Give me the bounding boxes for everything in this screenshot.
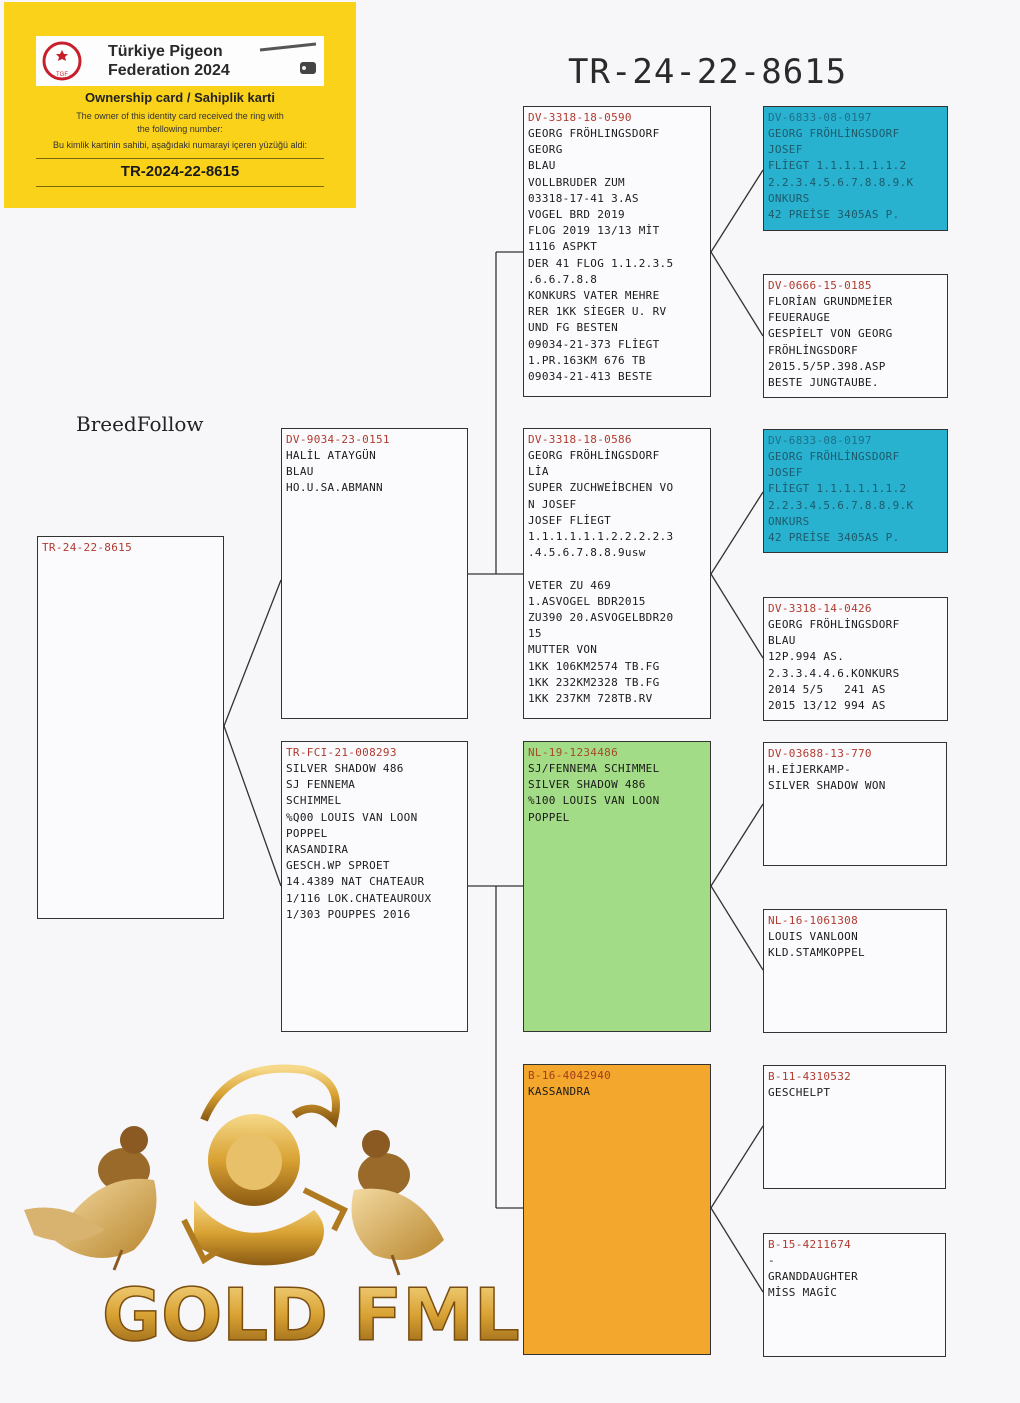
text-line: GEORG FRÖHLİNGSDORF <box>768 618 900 631</box>
text-line: 42 PREİSE 3405AS P. <box>768 208 900 222</box>
text-line: 09034-21-373 FLİEGT <box>528 337 660 351</box>
text-line: SILVER SHADOW 486 <box>528 778 646 792</box>
text-line: VOGEL BRD 2019 <box>528 208 625 222</box>
text-line: SILVER SHADOW 486 <box>286 762 404 775</box>
text-line: 2015 13/12 994 AS <box>768 699 886 713</box>
ring-number: TR-FCI-21-008293 <box>286 746 397 759</box>
text-line: POPPEL <box>286 826 328 840</box>
text-line: 03318-17-41 3.AS <box>528 191 639 205</box>
pedigree-dam-dam[interactable] <box>523 1064 711 1355</box>
card-text-en-2: the following number: <box>137 124 223 134</box>
text-line: 1KK 232KM2328 TB.FG <box>528 675 660 689</box>
text-line: FEUERAUGE <box>768 311 831 325</box>
text-line: - <box>768 1254 775 1267</box>
card-title: Ownership card / Sahiplik karti <box>84 90 275 105</box>
text-line: ZU390 20.ASVOGELBDR20 <box>528 611 674 625</box>
text-line: JOSEF <box>768 143 803 157</box>
text-line: LOUIS VANLOON <box>768 930 858 943</box>
pedigree-dam-dam-sire[interactable] <box>763 1065 946 1189</box>
ring-number: DV-0666-15-0185 <box>768 279 872 292</box>
text-line: 2014 5/5 241 AS <box>768 682 886 696</box>
pedigree-sire-dam-dam[interactable] <box>763 597 948 721</box>
federation-line-1: Türkiye Pigeon <box>108 43 223 60</box>
ring-number: DV-03688-13-770 <box>768 747 872 760</box>
ring-number: B-11-4310532 <box>768 1070 852 1083</box>
pigeon-right-icon <box>352 1130 445 1275</box>
ring-number: DV-9034-23-0151 <box>286 433 390 446</box>
text-line: 12P.994 AS. <box>768 650 845 664</box>
text-line: MUTTER VON <box>528 643 598 657</box>
text-line: 2.2.3.4.5.6.7.8.8.9.K <box>768 175 914 189</box>
text-line: GESPİELT VON GEORG <box>768 327 893 341</box>
ring-number: TR-24-22-8615 <box>42 541 132 554</box>
text-line: HALİL ATAYGÜN <box>286 449 376 462</box>
text-line: GEORG FRÖHLİNGSDORF <box>768 127 900 140</box>
federation-line-2: Federation 2024 <box>108 62 230 79</box>
gold-fml-logo <box>14 1060 520 1360</box>
ring-number: DV-3318-18-0586 <box>528 433 632 446</box>
text-line: SJ FENNEMA <box>286 778 356 792</box>
text-line: 2015.5/5P.398.ASP <box>768 359 886 373</box>
text-line: 42 PREİSE 3405AS P. <box>768 531 900 545</box>
text-line: FLOG 2019 13/13 MİT <box>528 224 660 238</box>
pedigree-sire-dam[interactable] <box>523 428 711 719</box>
text-line: 09034-21-413 BESTE <box>528 370 653 384</box>
text-line: KASANDIRA <box>286 843 349 857</box>
text-line: 1KK 237KM 728TB.RV <box>528 692 653 706</box>
card-ring-number: TR-2024-22-8615 <box>120 163 240 180</box>
text-line: %Q00 LOUIS VAN LOON <box>286 810 418 824</box>
pedigree-dam-dam-dam[interactable] <box>763 1233 946 1357</box>
text-line: FLİEGT 1.1.1.1.1.1.2 <box>768 482 907 496</box>
text-line: 1.ASVOGEL BDR2015 <box>528 594 646 608</box>
text-line: RER 1KK SİEGER U. RV <box>528 305 667 319</box>
page-ring-title: TR-24-22-8615 <box>568 52 848 92</box>
card-text-en-1: The owner of this identity card received the ring with <box>76 111 284 121</box>
text-line: GESCHELPT <box>768 1086 831 1099</box>
ring-number: DV-6833-08-0197 <box>768 434 872 447</box>
text-line: GESCH.WP SPROET <box>286 859 390 873</box>
text-line: .6.6.7.8.8 <box>528 272 598 286</box>
logo-wordmark: GOLD FML <box>102 1273 520 1357</box>
text-line: BESTE JUNGTAUBE. <box>768 376 879 390</box>
text-line: POPPEL <box>528 810 570 824</box>
text-line: SJ/FENNEMA SCHIMMEL <box>528 762 660 775</box>
text-line: 1.1.1.1.1.1.2.2.2.2.3 <box>528 530 674 544</box>
text-line <box>528 561 706 577</box>
text-line: KLD.STAMKOPPEL <box>768 946 865 960</box>
text-line: .4.5.6.7.8.8.9usw <box>528 546 646 560</box>
pigeon-left-icon <box>24 1126 157 1270</box>
text-line: DER 41 FLOG 1.1.2.3.5 <box>528 256 674 270</box>
pedigree-subject[interactable] <box>37 536 224 919</box>
text-line: 14.4389 NAT CHATEAUR <box>286 875 425 889</box>
pedigree-sire-sire[interactable] <box>523 106 711 397</box>
text-line: 2.3.3.4.4.6.KONKURS <box>768 666 900 680</box>
text-line: BLAU <box>768 634 796 648</box>
text-line: FLORİAN GRUNDMEİER <box>768 295 893 308</box>
text-line: KASSANDRA <box>528 1085 591 1098</box>
text-line: ONKURS <box>768 191 810 205</box>
ring-number: NL-16-1061308 <box>768 914 858 927</box>
ring-number: B-16-4042940 <box>528 1069 612 1082</box>
pedigree-dam-sire-dam[interactable] <box>763 909 947 1033</box>
text-line: GRANDDAUGHTER <box>768 1270 858 1284</box>
text-line: ONKURS <box>768 514 810 528</box>
text-line: N JOSEF <box>528 497 577 511</box>
text-line: 1/116 LOK.CHATEAUROUX <box>286 891 432 905</box>
text-line: H.EİJERKAMP- <box>768 763 852 776</box>
text-line: BLAU <box>286 465 314 479</box>
logo-letters: TGF <box>56 72 68 78</box>
text-line: JOSEF <box>768 466 803 480</box>
pedigree-dam[interactable] <box>281 741 468 1032</box>
lion-icon <box>184 1069 344 1266</box>
text-line: SUPER ZUCHWEİBCHEN VO <box>528 481 674 495</box>
text-line: HO.U.SA.ABMANN <box>286 481 383 495</box>
text-line: GEORG <box>528 143 563 157</box>
text-line: SILVER SHADOW WON <box>768 779 886 793</box>
text-line: SCHIMMEL <box>286 794 342 808</box>
ring-number: DV-3318-14-0426 <box>768 602 872 615</box>
brand-label: BreedFollow <box>76 412 204 436</box>
text-line: 1.PR.163KM 676 TB <box>528 353 646 367</box>
pedigree-dam-sire[interactable] <box>523 741 711 1032</box>
text-line: 1/303 POUPPES 2016 <box>286 907 411 921</box>
text-line: 1KK 106KM2574 TB.FG <box>528 659 660 673</box>
text-line: JOSEF FLİEGT <box>528 513 612 527</box>
pedigree-dam-sire-sire[interactable] <box>763 742 947 866</box>
text-line: GEORG FRÖHLİNGSDORF <box>768 450 900 463</box>
text-line: UND FG BESTEN <box>528 321 618 335</box>
text-line: BLAU <box>528 159 556 173</box>
ring-number: B-15-4211674 <box>768 1238 852 1251</box>
text-line: 15 <box>528 627 542 641</box>
text-line: FLİEGT 1.1.1.1.1.1.2 <box>768 159 907 173</box>
text-line: VETER ZU 469 <box>528 578 612 592</box>
text-line: %100 LOUIS VAN LOON <box>528 794 660 808</box>
text-line: VOLLBRUDER ZUM <box>528 175 625 189</box>
ring-number: DV-3318-18-0590 <box>528 111 632 124</box>
text-line: MİSS MAGİC <box>768 1286 838 1300</box>
text-line: 2.2.3.4.5.6.7.8.8.9.K <box>768 498 914 512</box>
ring-number: DV-6833-08-0197 <box>768 111 872 124</box>
text-line: GEORG FRÖHLİNGSDORF <box>528 449 660 462</box>
text-line: LİA <box>528 465 549 479</box>
pedigree-sire-sire-dam[interactable] <box>763 274 948 398</box>
pedigree-sire-sire-sire[interactable] <box>763 106 948 231</box>
card-text-tr: Bu kimlik kartinin sahibi, aşağıdaki numarayi içeren yüzüğü aldi: <box>52 140 308 150</box>
pedigree-sire[interactable] <box>281 428 468 719</box>
ring-number: NL-19-1234486 <box>528 746 618 759</box>
text-line: FRÖHLİNGSDORF <box>768 343 858 357</box>
text-line: 1116 ASPKT <box>528 240 598 254</box>
text-line: GEORG FRÖHLINGSDORF <box>528 127 660 140</box>
text-line: KONKURS VATER MEHRE <box>528 289 660 303</box>
pedigree-sire-dam-sire[interactable] <box>763 429 948 553</box>
